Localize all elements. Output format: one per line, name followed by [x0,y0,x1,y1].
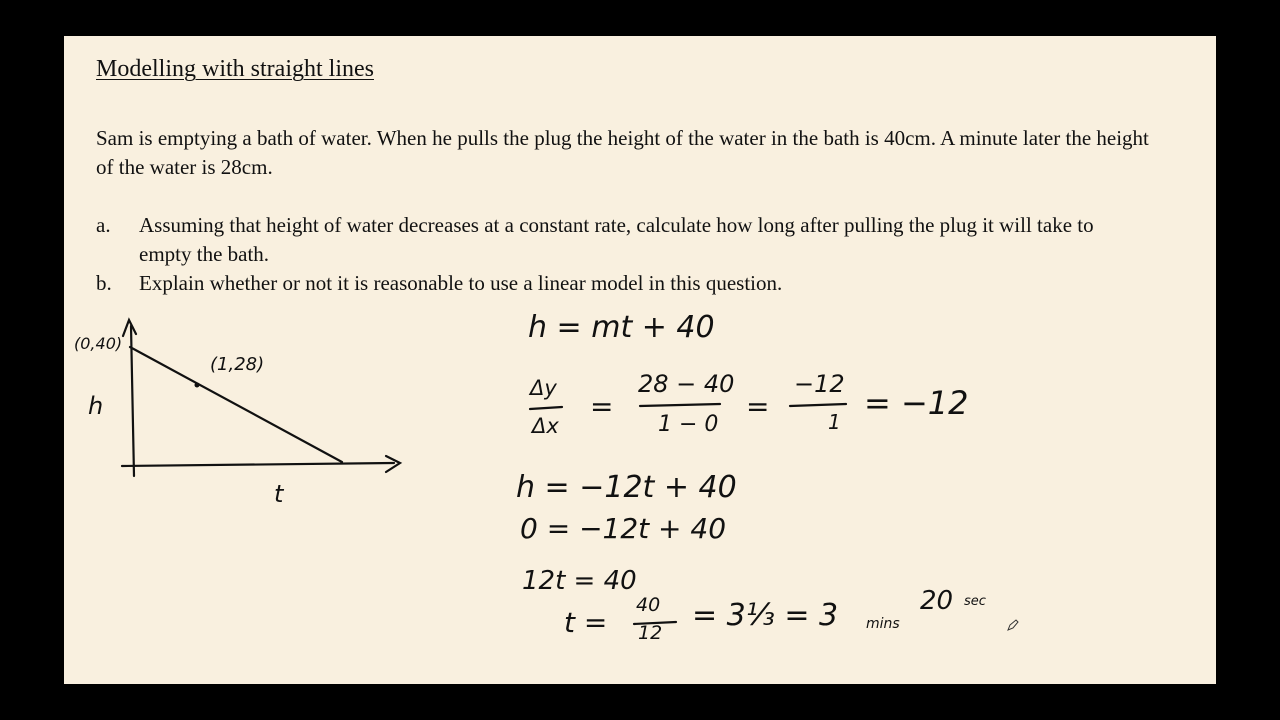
work-line-3: h = −12t + 40 [516,470,737,505]
point-mid-label: (1,28) [210,354,265,375]
fraction-2-denominator: 1 [828,410,841,434]
fraction-bar-1 [530,407,562,409]
work-line-6-lhs: t = [564,606,608,639]
part-b-text: Explain whether or not it is reasonable to use a linear model in this question. [139,271,783,295]
fraction-1-numerator: 28 − 40 [638,370,735,398]
problem-text: Sam is emptying a bath of water. When he pulls the plug the height of the water in the bath is 40cm. A minute later the height of the water is 28cm. [96,126,1149,179]
slide [64,36,1216,684]
gradient-denominator: Δx [532,414,559,438]
fraction-3-denominator: 12 [638,622,663,644]
equals-2: = [746,390,770,423]
x-axis [122,463,394,466]
point-marker [195,383,200,388]
part-a-text: Assuming that height of water decreases at a constant rate, calculate how long after pulling the plug it will take to empty the bath. [139,213,1094,266]
axis-x-label: t [274,480,284,508]
work-line-5: 12t = 40 [522,566,637,596]
part-b-label: b. [96,271,112,295]
work-line-1: h = mt + 40 [528,310,715,345]
fraction-bar-2 [640,404,720,406]
pen-cursor-icon [1006,618,1020,632]
fraction-3-numerator: 40 [636,594,661,616]
fraction-1-denominator: 1 − 0 [658,412,719,437]
work-line-4: 0 = −12t + 40 [520,512,727,545]
gradient-numerator: Δy [530,376,557,400]
point-start-label: (0,40) [74,334,123,353]
slide-title: Modelling with straight lines [96,56,374,82]
fraction-2-numerator: −12 [794,370,845,398]
mins-label: mins [866,616,900,632]
fraction-bar-3 [790,404,846,406]
y-axis-arrow [123,320,136,336]
equals-1: = [590,390,614,423]
part-a-label: a. [96,213,111,237]
gradient-result: = −12 [864,384,969,422]
axis-y-label: h [88,392,104,420]
twenty-value: 20 [920,586,954,616]
secs-label: sec [964,594,986,609]
work-line-6-mid: = 3⅓ = 3 [692,598,839,633]
